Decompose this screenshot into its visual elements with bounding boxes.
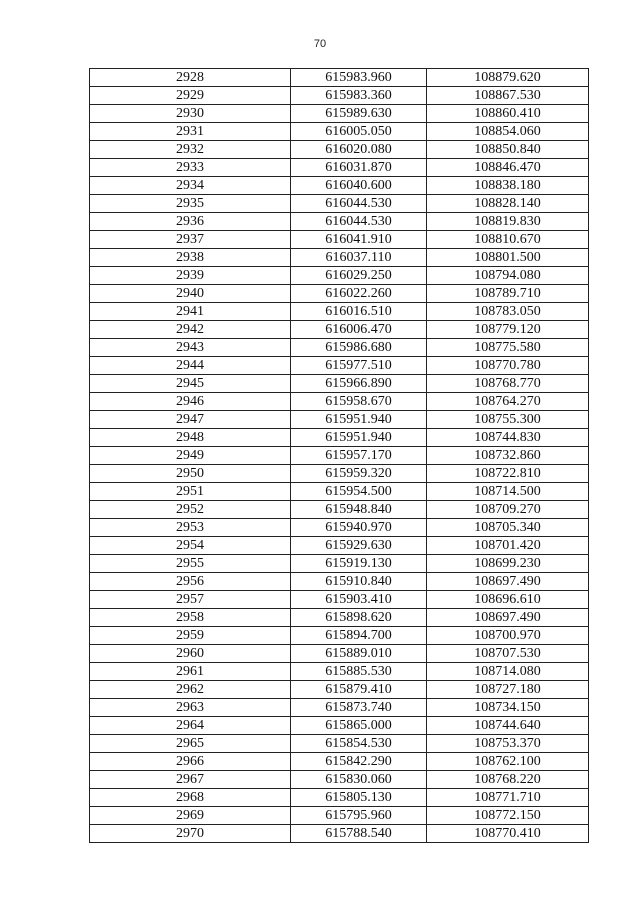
y-coordinate-cell: 108775.580 [427,339,589,357]
point-number-cell: 2948 [90,429,291,447]
y-coordinate-cell: 108828.140 [427,195,589,213]
y-coordinate-cell: 108810.670 [427,231,589,249]
table-row [90,447,589,465]
table-row [90,501,589,519]
point-number-cell: 2943 [90,339,291,357]
table-row [90,519,589,537]
table-row [90,303,589,321]
y-coordinate-cell: 108732.860 [427,447,589,465]
point-number-cell: 2951 [90,483,291,501]
table-row [90,645,589,663]
x-coordinate-cell: 615940.970 [291,519,427,537]
y-coordinate-cell: 108744.830 [427,429,589,447]
x-coordinate-cell: 616022.260 [291,285,427,303]
x-coordinate-cell: 615903.410 [291,591,427,609]
table-row [90,411,589,429]
y-coordinate-cell: 108714.080 [427,663,589,681]
point-number-cell: 2930 [90,105,291,123]
x-coordinate-cell: 615948.840 [291,501,427,519]
table-row [90,105,589,123]
x-coordinate-cell: 615879.410 [291,681,427,699]
point-number-cell: 2932 [90,141,291,159]
table-row [90,285,589,303]
point-number-cell: 2941 [90,303,291,321]
y-coordinate-cell: 108709.270 [427,501,589,519]
table-row [90,699,589,717]
y-coordinate-cell: 108854.060 [427,123,589,141]
x-coordinate-cell: 615854.530 [291,735,427,753]
table-row [90,681,589,699]
table-row [90,321,589,339]
point-number-cell: 2968 [90,789,291,807]
coordinates-table [89,68,589,843]
point-number-cell: 2942 [90,321,291,339]
table-row [90,357,589,375]
point-number-cell: 2950 [90,465,291,483]
x-coordinate-cell: 615910.840 [291,573,427,591]
x-coordinate-cell: 616041.910 [291,231,427,249]
y-coordinate-cell: 108753.370 [427,735,589,753]
x-coordinate-cell: 615951.940 [291,411,427,429]
point-number-cell: 2964 [90,717,291,735]
y-coordinate-cell: 108867.530 [427,87,589,105]
point-number-cell: 2939 [90,267,291,285]
point-number-cell: 2944 [90,357,291,375]
table-row [90,393,589,411]
y-coordinate-cell: 108838.180 [427,177,589,195]
y-coordinate-cell: 108770.780 [427,357,589,375]
x-coordinate-cell: 616037.110 [291,249,427,267]
table-row [90,537,589,555]
point-number-cell: 2936 [90,213,291,231]
table-row [90,825,589,843]
x-coordinate-cell: 615889.010 [291,645,427,663]
y-coordinate-cell: 108700.970 [427,627,589,645]
x-coordinate-cell: 615865.000 [291,717,427,735]
table-row [90,483,589,501]
x-coordinate-cell: 615951.940 [291,429,427,447]
x-coordinate-cell: 615894.700 [291,627,427,645]
table-row [90,717,589,735]
x-coordinate-cell: 615919.130 [291,555,427,573]
y-coordinate-cell: 108699.230 [427,555,589,573]
x-coordinate-cell: 615830.060 [291,771,427,789]
table-row [90,771,589,789]
table-row [90,195,589,213]
point-number-cell: 2955 [90,555,291,573]
point-number-cell: 2946 [90,393,291,411]
x-coordinate-cell: 615966.890 [291,375,427,393]
table-row [90,375,589,393]
table-row [90,789,589,807]
y-coordinate-cell: 108705.340 [427,519,589,537]
point-number-cell: 2962 [90,681,291,699]
x-coordinate-cell: 615929.630 [291,537,427,555]
x-coordinate-cell: 616005.050 [291,123,427,141]
x-coordinate-cell: 615958.670 [291,393,427,411]
table-row [90,69,589,87]
point-number-cell: 2956 [90,573,291,591]
table-row [90,591,589,609]
table-row [90,663,589,681]
table-row [90,123,589,141]
x-coordinate-cell: 615983.960 [291,69,427,87]
table-row [90,429,589,447]
x-coordinate-cell: 616029.250 [291,267,427,285]
point-number-cell: 2947 [90,411,291,429]
x-coordinate-cell: 616016.510 [291,303,427,321]
x-coordinate-cell: 615959.320 [291,465,427,483]
table-row [90,339,589,357]
point-number-cell: 2933 [90,159,291,177]
y-coordinate-cell: 108789.710 [427,285,589,303]
point-number-cell: 2940 [90,285,291,303]
x-coordinate-cell: 615788.540 [291,825,427,843]
table-row [90,735,589,753]
table-row [90,555,589,573]
x-coordinate-cell: 615957.170 [291,447,427,465]
x-coordinate-cell: 616040.600 [291,177,427,195]
point-number-cell: 2945 [90,375,291,393]
y-coordinate-cell: 108707.530 [427,645,589,663]
point-number-cell: 2966 [90,753,291,771]
x-coordinate-cell: 615873.740 [291,699,427,717]
x-coordinate-cell: 615986.680 [291,339,427,357]
y-coordinate-cell: 108714.500 [427,483,589,501]
x-coordinate-cell: 616031.870 [291,159,427,177]
x-coordinate-cell: 616020.080 [291,141,427,159]
x-coordinate-cell: 615898.620 [291,609,427,627]
y-coordinate-cell: 108819.830 [427,213,589,231]
point-number-cell: 2963 [90,699,291,717]
point-number-cell: 2959 [90,627,291,645]
point-number-cell: 2952 [90,501,291,519]
point-number-cell: 2965 [90,735,291,753]
point-number-cell: 2949 [90,447,291,465]
x-coordinate-cell: 615885.530 [291,663,427,681]
table-row [90,213,589,231]
y-coordinate-cell: 108762.100 [427,753,589,771]
y-coordinate-cell: 108727.180 [427,681,589,699]
x-coordinate-cell: 615983.360 [291,87,427,105]
point-number-cell: 2937 [90,231,291,249]
table-row [90,159,589,177]
x-coordinate-cell: 615989.630 [291,105,427,123]
y-coordinate-cell: 108768.220 [427,771,589,789]
y-coordinate-cell: 108771.710 [427,789,589,807]
point-number-cell: 2954 [90,537,291,555]
point-number-cell: 2929 [90,87,291,105]
point-number-cell: 2970 [90,825,291,843]
table-row [90,87,589,105]
point-number-cell: 2961 [90,663,291,681]
point-number-cell: 2938 [90,249,291,267]
point-number-cell: 2935 [90,195,291,213]
y-coordinate-cell: 108768.770 [427,375,589,393]
y-coordinate-cell: 108697.490 [427,609,589,627]
table-row [90,249,589,267]
point-number-cell: 2931 [90,123,291,141]
y-coordinate-cell: 108744.640 [427,717,589,735]
y-coordinate-cell: 108879.620 [427,69,589,87]
x-coordinate-cell: 615842.290 [291,753,427,771]
y-coordinate-cell: 108779.120 [427,321,589,339]
point-number-cell: 2969 [90,807,291,825]
table-row [90,573,589,591]
point-number-cell: 2953 [90,519,291,537]
y-coordinate-cell: 108772.150 [427,807,589,825]
table-row [90,141,589,159]
point-number-cell: 2928 [90,69,291,87]
table-row [90,609,589,627]
y-coordinate-cell: 108755.300 [427,411,589,429]
y-coordinate-cell: 108696.610 [427,591,589,609]
point-number-cell: 2960 [90,645,291,663]
table-row [90,753,589,771]
coordinates-table-body [90,69,589,843]
table-row [90,231,589,249]
y-coordinate-cell: 108783.050 [427,303,589,321]
table-row [90,177,589,195]
x-coordinate-cell: 615954.500 [291,483,427,501]
x-coordinate-cell: 616044.530 [291,195,427,213]
y-coordinate-cell: 108801.500 [427,249,589,267]
x-coordinate-cell: 615805.130 [291,789,427,807]
y-coordinate-cell: 108794.080 [427,267,589,285]
x-coordinate-cell: 615977.510 [291,357,427,375]
table-row [90,267,589,285]
y-coordinate-cell: 108697.490 [427,573,589,591]
y-coordinate-cell: 108860.410 [427,105,589,123]
point-number-cell: 2958 [90,609,291,627]
point-number-cell: 2957 [90,591,291,609]
x-coordinate-cell: 616006.470 [291,321,427,339]
y-coordinate-cell: 108770.410 [427,825,589,843]
page-number: 70 [313,38,327,50]
x-coordinate-cell: 615795.960 [291,807,427,825]
point-number-cell: 2934 [90,177,291,195]
y-coordinate-cell: 108722.810 [427,465,589,483]
point-number-cell: 2967 [90,771,291,789]
x-coordinate-cell: 616044.530 [291,213,427,231]
y-coordinate-cell: 108846.470 [427,159,589,177]
table-row [90,465,589,483]
table-row [90,627,589,645]
y-coordinate-cell: 108764.270 [427,393,589,411]
table-row [90,807,589,825]
y-coordinate-cell: 108701.420 [427,537,589,555]
y-coordinate-cell: 108734.150 [427,699,589,717]
y-coordinate-cell: 108850.840 [427,141,589,159]
